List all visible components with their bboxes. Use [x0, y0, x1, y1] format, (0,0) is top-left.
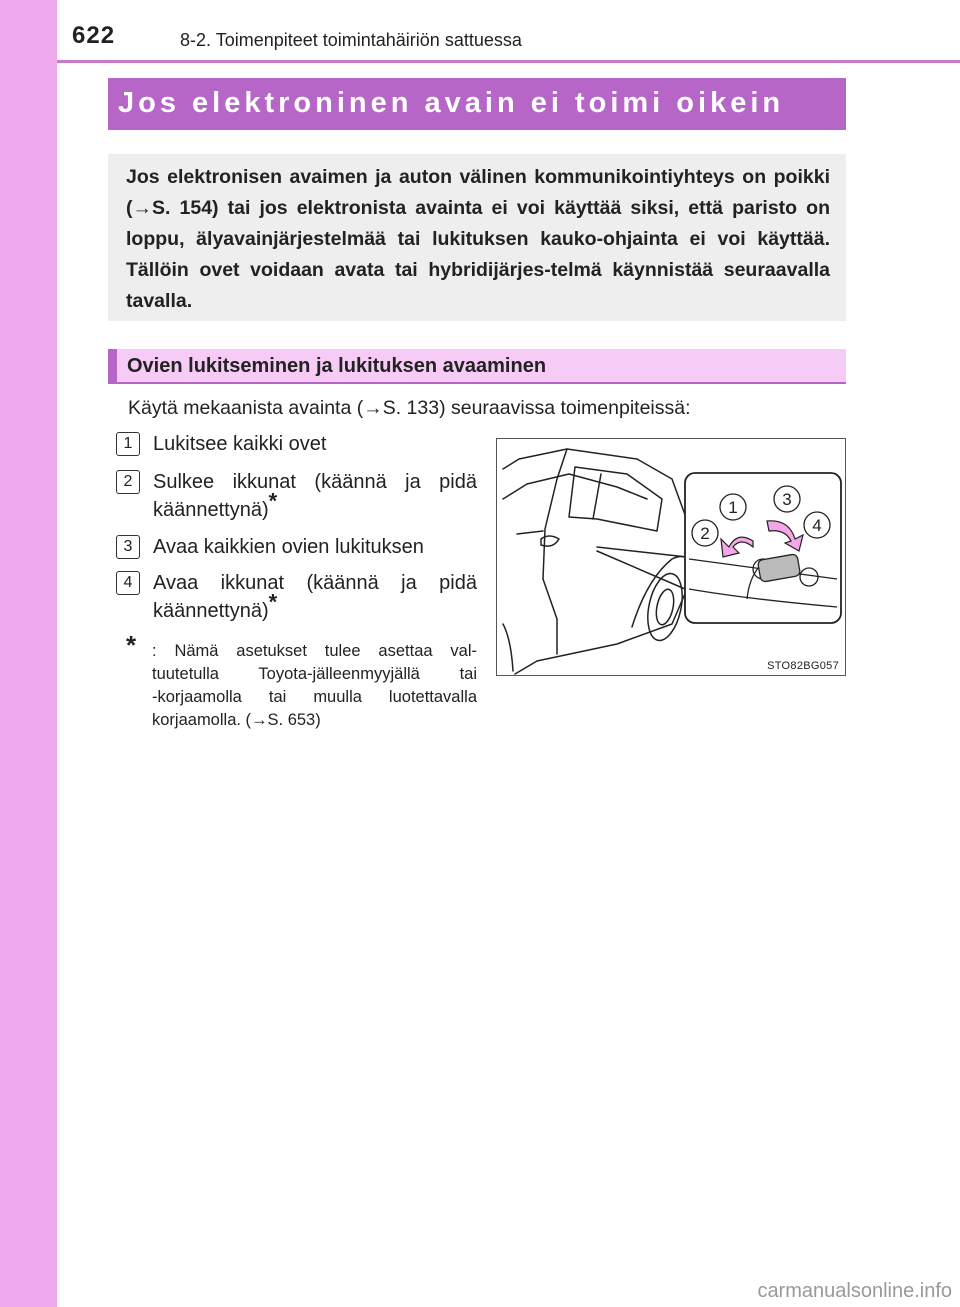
section-heading-bar: [108, 349, 846, 384]
footnote-star: *: [126, 630, 137, 660]
title-bar: [108, 78, 846, 130]
step-number-badge-2: 2: [116, 470, 140, 494]
car-door-illustration: [497, 439, 845, 675]
step-2-line-1: Sulkee ikkunat (käännä ja pidä: [153, 471, 477, 493]
page-number: 622: [72, 22, 116, 49]
page-title: Jos elektroninen avain ei toimi oikein: [118, 87, 785, 119]
figure-code: STO82BG057: [767, 660, 839, 672]
callout-4: 4: [812, 516, 822, 535]
intro-box: [108, 154, 846, 321]
callout-1: 1: [728, 498, 738, 517]
callout-3: 3: [782, 490, 792, 509]
footnote-line-3: -korjaamolla tai muulla luotettavalla: [152, 688, 477, 706]
section-heading: Ovien lukitseminen ja lukituksen avaaminen: [127, 355, 547, 377]
step-2-line-2: käännettynä): [153, 499, 269, 521]
step-4-text: [153, 569, 477, 625]
step-4-line-1: Avaa ikkunat (käännä ja pidä: [153, 572, 477, 594]
step-4-line-2: käännettynä): [153, 600, 269, 622]
step-number-badge-1: 1: [116, 432, 140, 456]
intro-text: Jos elektronisen avaimen ja auton välinen kommunikointiyhteys on poikki (→S. 154) tai jos elektronista avainta ei voi käyttää siksi, että paristo on loppu, älyavainjärjestelmää tai lukituksen kauko-ohjainta ei voi käyttää. Tällöin ovet voidaan avata tai hybridijärjes-telmä käynnistää seuraavalla tavalla.: [126, 166, 830, 312]
footnote-marker: *: [268, 589, 278, 615]
footnote: [126, 630, 477, 732]
section-lead-text: Käytä mekaanista avainta (→S. 133) seuraavissa toimenpiteissä:: [128, 397, 691, 419]
footnote-line-1: : Nämä asetukset tulee asettaa val-: [152, 642, 477, 660]
chapter-header: 8-2. Toimenpiteet toimintahäiriön sattuessa: [180, 30, 522, 50]
step-number-badge-4: 4: [116, 571, 140, 595]
step-number-badge-3: 3: [116, 535, 140, 559]
watermark: carmanualsonline.info: [757, 1280, 952, 1302]
footnote-line-4: korjaamolla. (→S. 653): [152, 711, 321, 729]
side-tab-strip: [0, 0, 57, 1307]
callout-2: 2: [700, 524, 710, 543]
step-2-text: [153, 468, 477, 524]
header-rule: [57, 60, 960, 63]
step-1-text: Lukitsee kaikki ovet: [153, 433, 327, 455]
step-3-text: Avaa kaikkien ovien lukituksen: [153, 536, 424, 558]
footnote-marker: *: [268, 488, 278, 514]
key-turning-illustration: [496, 438, 846, 676]
footnote-line-2: tuutetulla Toyota-jälleenmyyjällä tai: [152, 665, 477, 683]
